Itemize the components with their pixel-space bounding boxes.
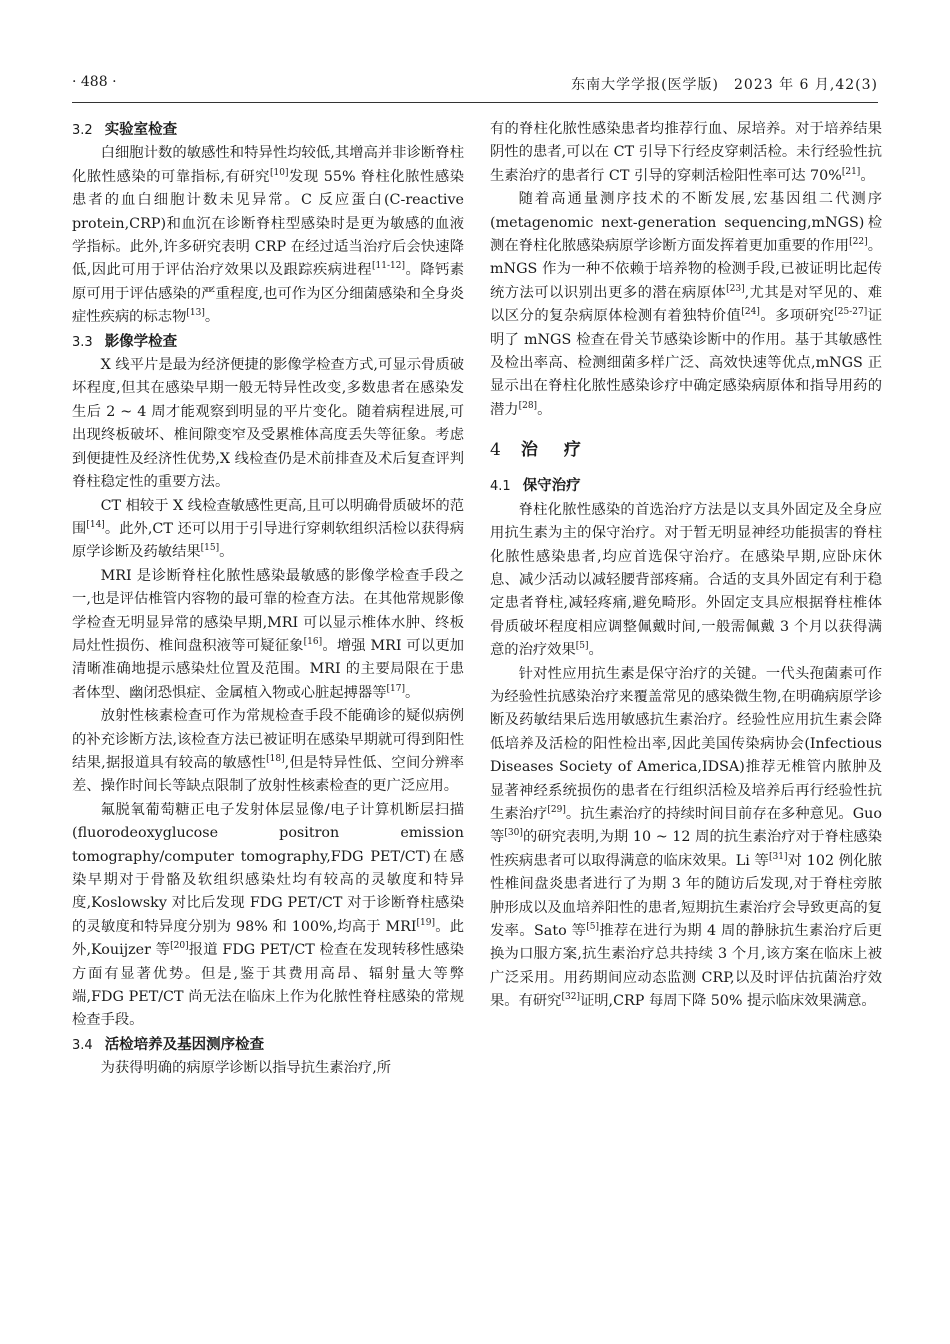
citation[interactable]: [20] — [170, 941, 189, 952]
header-rule — [72, 102, 878, 103]
section-3-2-heading: 3.2 实验室检查 — [72, 121, 178, 138]
paragraph: 有的脊柱化脓性感染患者均推荐行血、尿培养。对于培养结果阴性的患者,可以在 CT 引导下行经皮穿刺活检。未行经验性抗生素治疗的患者行 CT 引导的穿刺活检阳性率可达 70%[21]。 — [490, 121, 882, 184]
citation[interactable]: [22] — [849, 237, 868, 248]
citation[interactable]: [14] — [86, 519, 105, 530]
citation[interactable]: [5] — [586, 922, 600, 932]
paragraph: 氟脱氧葡萄糖正电子发射体层显像/电子计算机断层扫描(fluorodeoxyglucose positron emission tomography/computer tomography,FDG PET/CT)在感染早期对于骨骼及软组织感染灶均有较高的灵敏度和特异度,Koslowsky 对比后发现 FDG PET/CT 对于诊断脊柱感染的灵敏度和特异度分别为 98% 和 100%,均高于 MRI[19]。此外,Kouijzer 等[20]报道 FDG PET/CT 检查在发现转移性感染方面有显著优势。但是,鉴于其费用高昂、辐射量大等弊端,FDG PET/CT 尚无法在临床上作为化脓性脊柱感染的常规检查手段。 — [72, 801, 464, 1029]
paragraph: 白细胞计数的敏感性和特异性均较低,其增高并非诊断脊柱化脓性感染的可靠指标,有研究[10]发现 55% 脊柱化脓性感染患者的血白细胞计数未见异常。C 反应蛋白(C-reactive protein,CRP)和血沉在诊断脊柱型感染时是更为敏感的血液学指标。此外,许多研究表明 CRP 在经过适当治疗后会快速降低,因此可用于评估治疗效果以及跟踪疾病进程[11-12]。降钙素原可用于评估感染的严重程度,也可作为区分细菌感染和全身炎症性疾病的标志物[13]。 — [72, 145, 465, 326]
citation[interactable]: [17] — [386, 683, 406, 694]
paragraph: MRI 是诊断脊柱化脓性感染最敏感的影像学检查手段之一,也是评估椎管内容物的最可靠的检查方法。在其他常规影像学检查无明显异常的感染早期,MRI 可以显示椎体水肿、终板局灶性损伤、椎间盘积液等可疑征象[16]。增强 MRI 可以更加清晰准确地提示感染灶位置及范围。MRI 的主要局限在于患者体型、幽闭恐惧症、金属植入物或心脏起搏器等[17]。 — [72, 567, 465, 701]
citation[interactable]: [15] — [200, 543, 220, 554]
journal-info: 东南大学学报(医学版) 2023 年 6 月,42(3) — [571, 77, 878, 93]
citation[interactable]: [24] — [741, 307, 760, 318]
paragraph: X 线平片是最为经济便捷的影像学检查方式,可显示骨质破坏程度,但其在感染早期一般无特异性改变,多数患者在感染发生后 2 ~ 4 周才能观察到明显的平片变化。随着病程进展,可出现终板破坏、椎间隙变窄及受累椎体高度丢失等征象。考虑到便捷性及经济性优势,X 线检查仍是术前排查及术后复查评判脊柱稳定性的重要方法。 — [72, 357, 464, 491]
citation[interactable]: [10] — [270, 167, 289, 178]
citation[interactable]: [16] — [303, 636, 323, 647]
paragraph: 针对性应用抗生素是保守治疗的关键。一代头孢菌素可作为经验性抗感染治疗来覆盖常见的感染微生物,在明确病原学诊断及药敏结果后选用敏感抗生素治疗。经验性应用抗生素会降低培养及活检的阳性检出率,因此美国传染病协会(Infectious Diseases Society of America,IDSA)推荐无椎管内脓肿及显著神经系统损伤的患者在行组织活检及培养后再行经验性抗生素治疗[29]。抗生素治疗的持续时间目前存在多种意见。Guo 等[30]的研究表明,为期 10 ~ 12 周的抗生素治疗对于脊柱感染性疾病患者可以取得满意的临床效果。Li 等[31]对 102 例化脓性椎间盘炎患者进行了为期 3 年的随访后发现,对于脊柱旁脓肿形成以及血培养阳性的患者,短期抗生素治疗会导致更高的复发率。Sato 等[5]推荐在进行为期 4 周的静脉抗生素治疗后更换为口服方案,抗生素治疗总共持续 3 个月,该方案在临床上被广泛采用。用药期间应动态监测 CRP,以及时评估抗菌治疗效果。有研究[32]证明,CRP 每周下降 50% 提示临床效果满意。 — [490, 665, 883, 1010]
left-column — [72, 118, 464, 1081]
citation[interactable]: [28] — [518, 400, 538, 411]
page-number: · 488 · — [72, 74, 117, 90]
citation[interactable]: [25-27] — [834, 307, 868, 318]
paragraph: 为获得明确的病原学诊断以指导抗生素治疗,所 — [100, 1060, 392, 1077]
citation[interactable]: [30] — [504, 828, 523, 839]
citation[interactable]: [11-12] — [372, 261, 405, 272]
citation[interactable]: [18] — [266, 753, 285, 764]
citation[interactable]: [13] — [186, 308, 205, 319]
section-4-1-heading: 4.1 保守治疗 — [490, 477, 581, 495]
page-header — [72, 74, 878, 98]
section-3-4-heading: 3.4 活检培养及基因测序检查 — [72, 1035, 265, 1053]
section-4-heading: 4 治疗 — [490, 440, 607, 461]
paragraph: 随着高通量测序技术的不断发展,宏基因组二代测序(metagenomic next-generation sequencing,mNGS)检测在脊柱化脓感染病原学诊断方面发挥着更加重要的作用[22]。mNGS 作为一种不依赖于培养物的检测手段,已被证明比起传统方法可以识别出更多的潜在病原体[23],尤其是对罕见的、难以区分的复杂病原体检测有着独特价值[24]。多项研究[25-27]证明了 mNGS 检查在骨关节感染诊断中的作用。基于其敏感性及检出率高、检测细菌多样广泛、高效快速等优点,mNGS 正显示出在脊柱化脓性感染诊疗中确定感染病原体和指导用药的潜力[28]。 — [490, 191, 883, 418]
citation[interactable]: [29] — [547, 804, 566, 815]
citation[interactable]: [23] — [726, 283, 745, 294]
right-column — [490, 118, 882, 1014]
paragraph: CT 相较于 X 线检查敏感性更高,且可以明确骨质破坏的范围[14]。此外,CT 还可以用于引导进行穿刺软组织活检以获得病原学诊断及药敏结果[15]。 — [72, 497, 465, 561]
paragraph: 放射性核素检查可作为常规检查手段不能确诊的疑似病例的补充诊断方法,该检查方法已被证明在感染早期就可得到阳性结果,据报道具有较高的敏感性[18],但是特异性低、空间分辨率差、操作时间长等缺点限制了放射性核素检查的更广泛应用。 — [72, 708, 464, 795]
citation[interactable]: [5] — [575, 641, 589, 652]
citation[interactable]: [21] — [841, 166, 861, 177]
citation[interactable]: [32] — [561, 992, 580, 1003]
citation[interactable]: [19] — [416, 917, 436, 928]
citation[interactable]: [31] — [768, 851, 788, 862]
paragraph: 脊柱化脓性感染的首选治疗方法是以支具外固定及全身应用抗生素为主的保守治疗。对于暂无明显神经功能损害的脊柱化脓性感染患者,均应首选保守治疗。在感染早期,应卧床休息、减少活动以减轻腰背部疼痛。合适的支具外固定有利于稳定患者脊柱,减轻疼痛,避免畸形。外固定支具应根据脊柱椎体骨质破坏程度相应调整佩戴时间,一般需佩戴 3 个月以获得满意的治疗效果[5]。 — [490, 501, 882, 659]
section-3-3-heading: 3.3 影像学检查 — [72, 332, 178, 350]
